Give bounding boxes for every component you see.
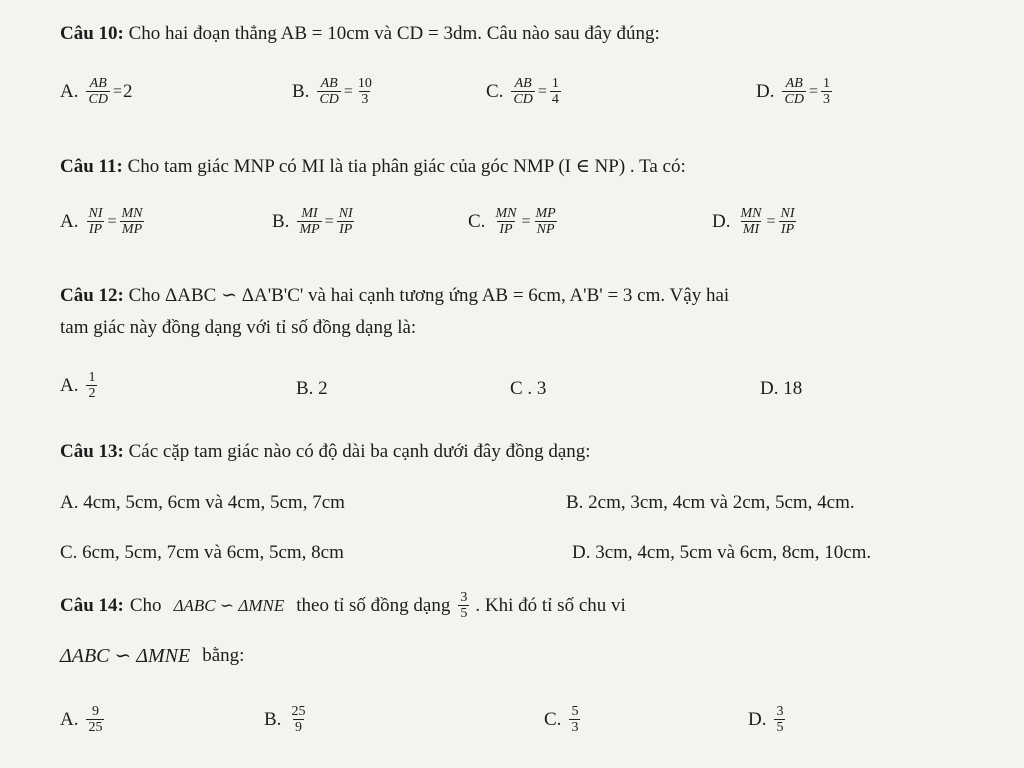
q13-option-d[interactable]: D. 3cm, 4cm, 5cm và 6cm, 8cm, 10cm. — [572, 542, 872, 563]
question-11 — [60, 155, 686, 179]
q10-option-c[interactable]: C. $\frac{AB}{CD}$ = $\frac{1}{4}$ — [486, 76, 559, 107]
q11-option-d[interactable]: D. $\frac{MN}{MI}$ = $\frac{NI}{IP}$ — [712, 206, 795, 237]
similar-triangles: ΔABC ∽ ΔMNE — [173, 595, 285, 615]
q14-option-a[interactable] — [60, 704, 106, 735]
question-12 — [60, 284, 729, 308]
question-12-line1: Cho ΔABC ∽ ΔA'B'C' và hai cạnh tương ứng AB = 6cm, A'B' = 3 cm. Vậy hai — [128, 285, 730, 306]
option-letter: D. — [748, 708, 767, 730]
option-letter: B. — [292, 80, 310, 102]
question-11-text: Cho tam giác MNP có MI là tia phân giác của góc NMP (I ∈ NP) . Ta có: — [127, 156, 686, 177]
question-14-line2-post: bằng: — [202, 645, 245, 666]
q10-option-a[interactable]: A. $\frac{AB}{CD}$ = 2 — [60, 76, 133, 107]
option-letter: C. — [544, 708, 562, 730]
fraction: $\frac{AB}{CD}$ — [784, 76, 804, 107]
question-14-mid: theo tỉ số đồng dạng — [296, 594, 451, 616]
fraction: $\frac{NI}{IP}$ — [338, 206, 353, 237]
similar-triangles: ΔABC ∽ ΔMNE — [60, 645, 191, 667]
q10-option-d[interactable]: D. $\frac{AB}{CD}$ = $\frac{1}{3}$ — [756, 76, 830, 107]
question-13-text: Các cặp tam giác nào có độ dài ba cạnh dưới đây đồng dạng: — [128, 441, 591, 462]
question-12-label: Câu 12: — [60, 285, 124, 306]
q10-option-b[interactable]: B. $\frac{AB}{CD}$ = $\frac{10}{3}$ — [292, 76, 372, 107]
question-12-line2: tam giác này đồng dạng với tỉ số đồng dạng là: — [60, 317, 417, 338]
q11-option-c[interactable]: C. $\frac{MN}{IP}$ = $\frac{MP}{NP}$ — [468, 206, 556, 237]
q13-option-a[interactable]: A. 4cm, 5cm, 6cm và 4cm, 5cm, 7cm — [60, 492, 345, 513]
q12-option-d[interactable]: D. 18 — [760, 378, 803, 399]
fraction: $\frac{AB}{CD}$ — [513, 76, 533, 107]
q14-option-d[interactable] — [748, 704, 787, 735]
option-letter: B. — [264, 708, 282, 730]
fraction: $\frac{MN}{IP}$ — [495, 206, 517, 237]
question-13-label: Câu 13: — [60, 441, 124, 462]
fraction: $\frac{3}{5}$ — [776, 704, 784, 735]
question-14-line2 — [60, 644, 244, 668]
question-11-label: Câu 11: — [60, 156, 123, 177]
q12-option-b[interactable]: B. 2 — [296, 378, 328, 399]
fraction: $\frac{1}{4}$ — [551, 76, 559, 107]
option-letter: A. — [60, 210, 79, 232]
fraction: $\frac{MN}{MI}$ — [740, 206, 762, 237]
question-10 — [60, 22, 660, 46]
option-letter: D. — [756, 80, 775, 102]
fraction: $\frac{5}{3}$ — [571, 704, 579, 735]
option-letter: D. — [712, 210, 731, 232]
fraction: $\frac{9}{25}$ — [88, 704, 103, 735]
q11-option-b[interactable]: B. $\frac{MI}{MP}$ = $\frac{NI}{IP}$ — [272, 206, 353, 237]
option-letter: C. — [468, 210, 486, 232]
q11-option-a[interactable]: A. $\frac{NI}{IP}$ = $\frac{MN}{MP}$ — [60, 206, 143, 237]
fraction: $\frac{1}{2}$ — [88, 370, 96, 401]
question-10-text: Cho hai đoạn thẳng AB = 10cm và CD = 3dm. Câu nào sau đây đúng: — [128, 23, 660, 44]
fraction: $\frac{AB}{CD}$ — [319, 76, 339, 107]
fraction: $\frac{MN}{MP}$ — [121, 206, 143, 237]
option-value: 2 — [122, 80, 133, 102]
q14-option-b[interactable] — [264, 704, 309, 735]
fraction: $\frac{NI}{IP}$ — [780, 206, 795, 237]
q12-option-c[interactable]: C . 3 — [510, 378, 547, 399]
fraction: $\frac{25}{9}$ — [291, 704, 306, 735]
option-letter: A. — [60, 708, 79, 730]
q13-option-b[interactable]: B. 2cm, 3cm, 4cm và 2cm, 5cm, 4cm. — [566, 492, 855, 513]
fraction: $\frac{MI}{MP}$ — [299, 206, 320, 237]
fraction: $\frac{NI}{IP}$ — [88, 206, 103, 237]
fraction: $\frac{MP}{NP}$ — [535, 206, 556, 237]
option-letter: A. — [60, 80, 79, 102]
question-14 — [60, 590, 626, 621]
fraction: $\frac{AB}{CD}$ — [88, 76, 108, 107]
question-10-label: Câu 10: — [60, 23, 124, 44]
fraction: $\frac{1}{3}$ — [822, 76, 830, 107]
question-14-post: . Khi đó tỉ số chu vi — [475, 594, 626, 616]
question-14-pre: Cho — [129, 594, 162, 616]
option-letter: C. — [486, 80, 504, 102]
q12-option-a[interactable] — [60, 370, 99, 401]
option-letter: A. — [60, 374, 79, 396]
option-letter: B. — [272, 210, 290, 232]
q13-option-c[interactable]: C. 6cm, 5cm, 7cm và 6cm, 5cm, 8cm — [60, 542, 344, 563]
fraction: $\frac{10}{3}$ — [357, 76, 372, 107]
question-14-label: Câu 14: — [60, 594, 124, 616]
question-13 — [60, 440, 591, 464]
q14-option-c[interactable] — [544, 704, 582, 735]
ratio-fraction: $\frac{3}{5}$ — [460, 590, 468, 621]
